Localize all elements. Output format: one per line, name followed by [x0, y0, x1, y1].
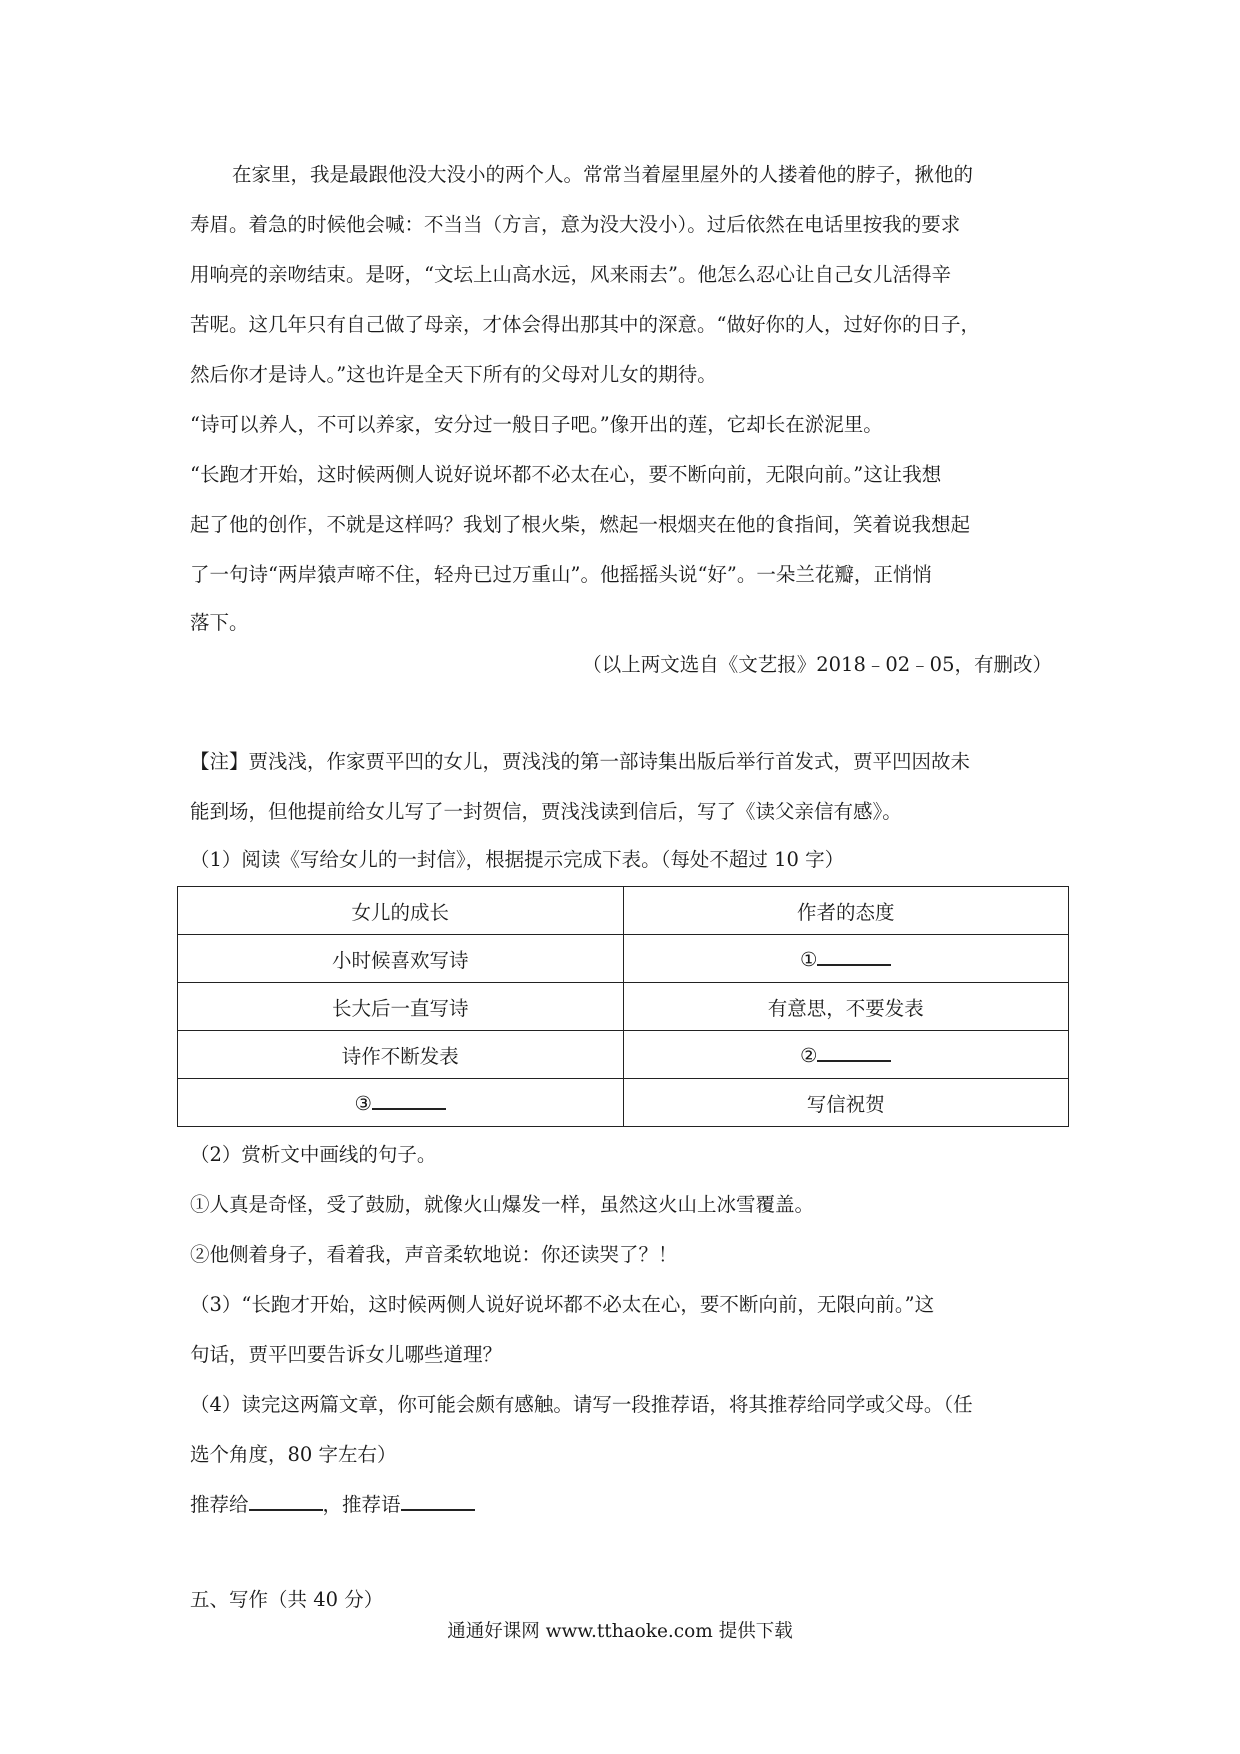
section-heading: 五、写作（共 40 分） [190, 1588, 384, 1611]
question-2-sentence-b: ②他侧着身子，看着我，声音柔软地说：你还读哭了？！ [190, 1243, 678, 1266]
table-cell: 小时候喜欢写诗 [178, 935, 624, 983]
answer-blank [249, 1491, 323, 1511]
passage-line: 起了他的创作，不就是这样吗？我划了根火柴，燃起一根烟夹在他的食指间，笑着说我想起 [190, 513, 971, 536]
passage-line: “长跑才开始，这时候两侧人说好说坏都不必太在心，要不断向前，无限向前。”这让我想 [190, 463, 942, 486]
blank-label: ② [800, 1044, 818, 1067]
question-1: （1）阅读《写给女儿的一封信》，根据提示完成下表。（每处不超过 10 字） [190, 848, 845, 871]
recommend-text-label: ，推荐语 [322, 1493, 401, 1516]
table-row [178, 935, 1069, 983]
source-citation: （以上两文选自《文艺报》2018﹣02﹣05，有删改） [582, 653, 1052, 676]
passage-line: 用响亮的亲吻结束。是呀，“文坛上山高水远，风来雨去”。他怎么忍心让自己女儿活得辛 [190, 263, 951, 286]
passage-line: 落下。 [190, 611, 249, 634]
table-cell: 诗作不断发表 [178, 1031, 624, 1079]
answer-blank [401, 1491, 475, 1511]
passage-line: 寿眉。着急的时候他会喊：不当当（方言，意为没大没小）。过后依然在电话里按我的要求 [190, 213, 961, 236]
note-line: 能到场，但他提前给女儿写了一封贺信，贾浅浅读到信后，写了《读父亲信有感》。 [190, 800, 902, 823]
table-cell: 长大后一直写诗 [178, 983, 624, 1031]
question-4-cont: 选个角度，80 字左右） [190, 1443, 397, 1466]
question-2-sentence-a: ①人真是奇怪，受了鼓励，就像火山爆发一样，虽然这火山上冰雪覆盖。 [190, 1193, 815, 1216]
table-header: 作者的态度 [623, 887, 1069, 935]
table-header-row [178, 887, 1069, 935]
question-2: （2）赏析文中画线的句子。 [190, 1143, 437, 1166]
table-cell [623, 1031, 1069, 1079]
table-header: 女儿的成长 [178, 887, 624, 935]
table-cell: 写信祝贺 [623, 1079, 1069, 1127]
question-3: （3）“长跑才开始，这时候两侧人说好说坏都不必太在心，要不断向前，无限向前。”这 [190, 1293, 935, 1316]
table-cell [623, 935, 1069, 983]
table-row [178, 1079, 1069, 1127]
passage-line: 苦呢。这几年只有自己做了母亲，才体会得出那其中的深意。“做好你的人，过好你的日子， [190, 313, 980, 336]
passage-line: 在家里，我是最跟他没大没小的两个人。常常当着屋里屋外的人搂着他的脖子，揪他的 [232, 163, 974, 186]
blank-label: ① [800, 948, 818, 971]
table-row [178, 1031, 1069, 1079]
page-footer: 通通好课网 www.tthaoke.com 提供下载 [447, 1621, 793, 1642]
table-row [178, 983, 1069, 1031]
blank-label: ③ [354, 1092, 372, 1115]
passage-line: “诗可以养人，不可以养家，安分过一般日子吧。”像开出的莲，它却长在淤泥里。 [190, 413, 883, 436]
table-cell [178, 1079, 624, 1127]
question-4: （4）读完这两篇文章，你可能会颇有感触。请写一段推荐语，将其推荐给同学或父母。（任 [190, 1393, 973, 1416]
recommendation-line [190, 1490, 475, 1520]
passage-line: 然后你才是诗人。”这也许是全天下所有的父母对儿女的期待。 [190, 363, 717, 386]
note-line: 【注】贾浅浅，作家贾平凹的女儿，贾浅浅的第一部诗集出版后举行首发式，贾平凹因故未 [190, 750, 971, 773]
answer-blank [817, 946, 891, 966]
answer-blank [372, 1090, 446, 1110]
question-3-cont: 句话，贾平凹要告诉女儿哪些道理？ [190, 1343, 503, 1366]
table-cell: 有意思，不要发表 [623, 983, 1069, 1031]
passage-line: 了一句诗“两岸猿声啼不住，轻舟已过万重山”。他摇摇头说“好”。一朵兰花瓣，正悄悄 [190, 563, 932, 586]
answer-table [177, 886, 1069, 1127]
answer-blank [817, 1042, 891, 1062]
recommend-to-label: 推荐给 [190, 1493, 249, 1516]
